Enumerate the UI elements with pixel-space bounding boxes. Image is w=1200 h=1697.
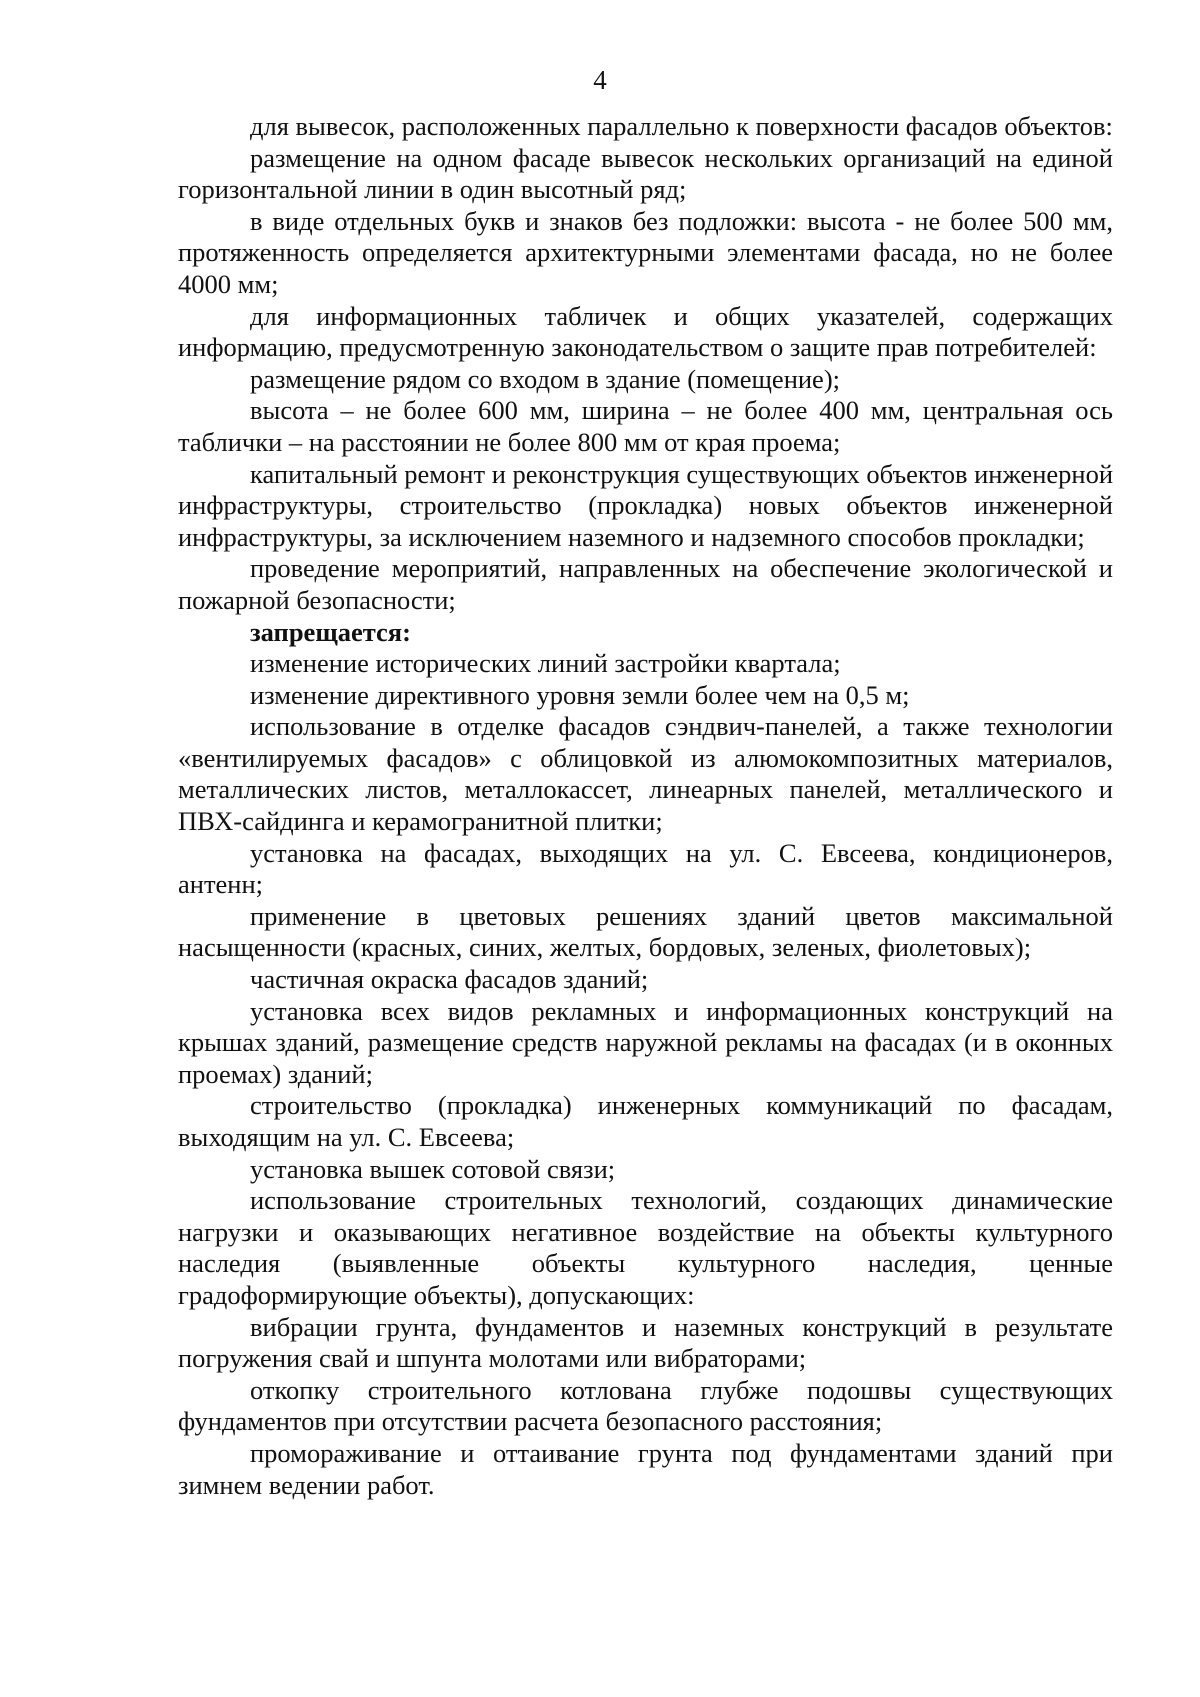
- paragraph: изменение исторических линий застройки квартала;: [250, 648, 841, 679]
- paragraph: изменение директивного уровня земли более чем на 0,5 м;: [250, 679, 910, 710]
- paragraph: установка на фасадах, выходящих на ул. С. Евсеева, кондиционеров, антенн;: [178, 837, 1113, 900]
- paragraph: откопку строительного котлована глубже подошвы существующих фундаментов при отсутствии расчета безопасного расстояния;: [178, 1374, 1113, 1437]
- paragraph: в виде отдельных букв и знаков без подложки: высота - не более 500 мм, протяженность определяется архитектурными элементами фасада, но не более 4000 мм;: [178, 205, 1113, 299]
- paragraph: промораживание и оттаивание грунта под фундаментами зданий при зимнем ведении работ.: [178, 1437, 1113, 1500]
- paragraph: размещение на одном фасаде вывесок нескольких организаций на единой горизонтальной линии в один высотный ряд;: [178, 142, 1113, 205]
- paragraph: высота – не более 600 мм, ширина – не более 400 мм, центральная ось таблички – на расстоянии не более 800 мм от края проема;: [178, 395, 1113, 457]
- paragraph: размещение рядом со входом в здание (помещение);: [250, 363, 841, 394]
- document-body: [178, 111, 1113, 1501]
- paragraph: частичная окраска фасадов зданий;: [250, 964, 649, 995]
- paragraph: использование в отделке фасадов сэндвич-панелей, а также технологии «вентилируемых фасадов» с облицовкой из алюмокомпозитных материалов, металлических листов, металлокассет, линеарных панелей, металлического и ПВХ-сайдинга и керамогранитной плитки;: [178, 711, 1113, 837]
- paragraph: для информационных табличек и общих указателей, содержащих информацию, предусмотренную законодательством о защите прав потребителей:: [178, 300, 1113, 363]
- paragraph: установка всех видов рекламных и информационных конструкций на крышах зданий, размещение средств наружной рекламы на фасадах (и в оконных проемах) зданий;: [178, 995, 1113, 1089]
- section-heading: запрещается:: [250, 616, 411, 647]
- paragraph: применение в цветовых решениях зданий цветов максимальной насыщенности (красных, синих, желтых, бордовых, зеленых, фиолетовых);: [178, 900, 1113, 963]
- page-number: 4: [593, 65, 607, 95]
- paragraph: капитальный ремонт и реконструкция существующих объектов инженерной инфраструктуры, строительство (прокладка) новых объектов инженерной инфраструктуры, за исключением наземного и надземного способов прокладки;: [178, 458, 1113, 552]
- paragraph: строительство (прокладка) инженерных коммуникаций по фасадам, выходящим на ул. С. Евсеева;: [178, 1090, 1113, 1152]
- paragraph: вибрации грунта, фундаментов и наземных конструкций в результате погружения свай и шпунта молотами или вибраторами;: [178, 1311, 1113, 1374]
- paragraph: использование строительных технологий, создающих динамические нагрузки и оказывающих негативное воздействие на объекты культурного наследия (выявленные объекты культурного наследия, ценные градоформирующие объекты), допускающих:: [178, 1185, 1113, 1310]
- paragraph: проведение мероприятий, направленных на обеспечение экологической и пожарной безопасности;: [178, 553, 1113, 615]
- paragraph: установка вышек сотовой связи;: [250, 1153, 616, 1184]
- paragraph: для вывесок, расположенных параллельно к поверхности фасадов объектов:: [250, 111, 1113, 141]
